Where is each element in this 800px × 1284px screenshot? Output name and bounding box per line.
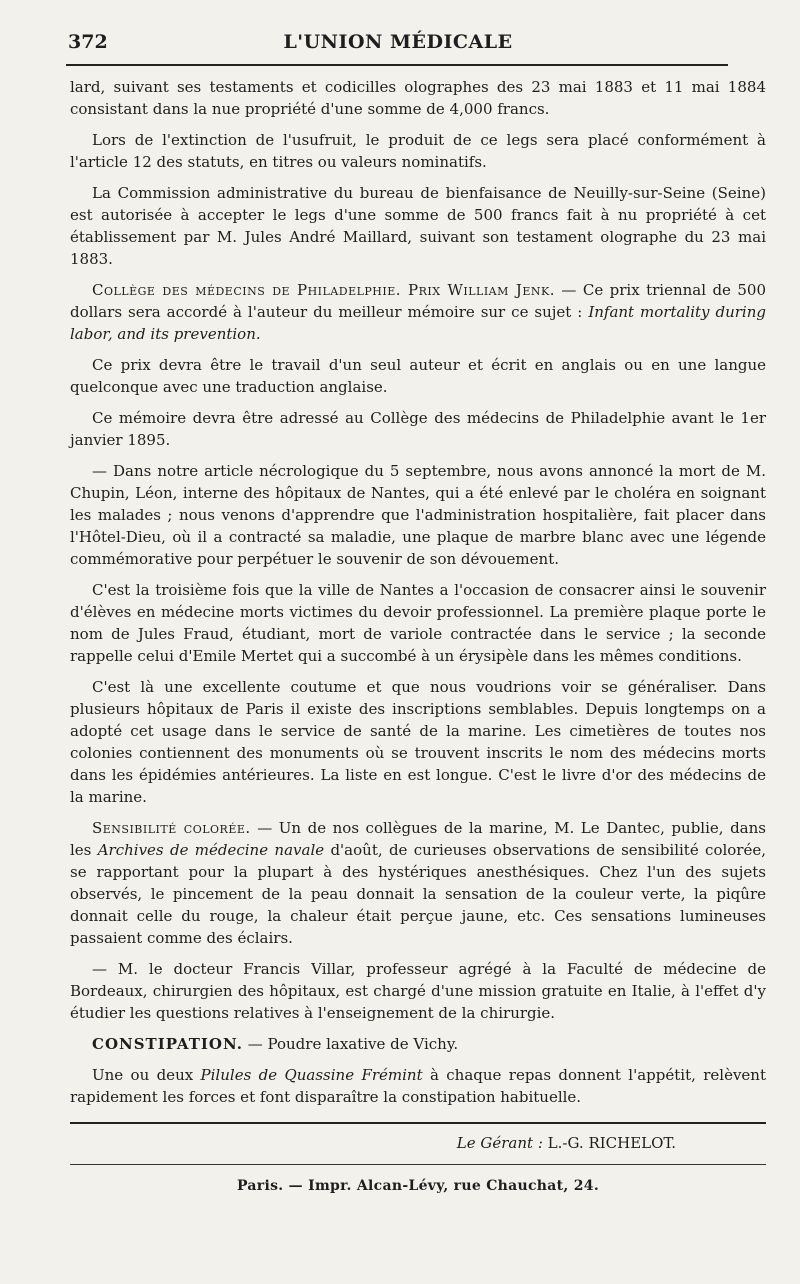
ad-headline: CONSTIPATION.: [92, 1035, 243, 1053]
header-rule: [66, 64, 728, 66]
printer-rule: [70, 1164, 766, 1165]
footer-rule: [70, 1122, 766, 1124]
journal-title: Archives de médecine navale: [97, 841, 325, 859]
paragraph-prize-deadline: Ce mémoire devra être adressé au Collège des médecins de Philadelphie avant le 1er janvier 1895.: [70, 409, 766, 449]
running-title: L'UNION MÉDICALE: [283, 31, 513, 53]
section-head-sensibility: Sensibilité colorée.: [92, 819, 251, 837]
page-number: 372: [68, 31, 108, 53]
gerant-name: L.-G. RICHELOT.: [542, 1134, 676, 1152]
advertisement-pills: [70, 1064, 766, 1108]
prize-text: — Ce prix triennal de 500 dollars sera accordé à l'auteur du meilleur mémoire sur ce sujet :: [70, 281, 767, 321]
section-head-philadelphia: Collège des médecins de Philadelphie. Prix William Jenk.: [92, 281, 555, 299]
paragraph-philadelphia-prize: [70, 279, 766, 345]
gerant-signature: [70, 1132, 766, 1154]
paragraph-neuilly-bequest: La Commission administrative du bureau de bienfaisance de Neuilly-sur-Seine (Seine) est autorisée à accepter le legs d'une somme de 500 francs fait à nu propriété à cet établissement par M. Jules André Maillard, suivant son testament olographe du 23 mai 1883.: [70, 184, 766, 268]
paragraph-villar-mission: — M. le docteur Francis Villar, professeur agrégé à la Faculté de médecine de Bordeaux, chirurgien des hôpitaux, est chargé d'une mission gratuite en Italie, à l'effet d'y étudier les questions relatives à l'enseignement de la chirurgie.: [70, 960, 766, 1022]
sensibility-text-b: d'août, de curieuses observations de sensibilité colorée, se rapportant pour la plupart à des hystériques anesthésiques. Chez l'un des sujets observés, le pincement de la peau donnait la sensation de la couleur verte, la piqûre donnait celle du rouge, la chaleur était perçue jaune, etc. Ces sensations lumineuses passaient comme des éclairs.: [70, 841, 767, 947]
paragraph-chupin-obituary: — Dans notre article nécrologique du 5 septembre, nous avons annoncé la mort de M. Chupin, Léon, interne des hôpitaux de Nantes, qui a été enlevé par le choléra en soignant les malades ; nous venons d'apprendre que l'administration hospitalière, fait placer dans l'Hôtel-Dieu, où il a contracté sa maladie, une plaque de marbre blanc avec une légende commémorative pour perpétuer le souvenir de son dévouement.: [70, 462, 766, 568]
article-body: [70, 76, 766, 1197]
advertisement-constipation: [70, 1033, 766, 1055]
paragraph-inscriptions-custom: C'est là une excellente coutume et que nous voudrions voir se généraliser. Dans plusieurs hôpitaux de Paris il existe des inscriptions semblables. Depuis longtemps on a adopté cet usage dans le service de santé de la marine. Les cimetières de toutes nos colonies contiennent des monuments où se trouvent inscrits le nom des médecins morts dans les épidémies antérieures. La liste en est longue. C'est le livre d'or des médecins de la marine.: [70, 678, 766, 806]
gerant-label: Le Gérant :: [456, 1134, 543, 1152]
ad-text-a: Une ou deux: [92, 1066, 201, 1084]
page-header: [68, 24, 728, 60]
ad-text-b: à chaque repas donnent l'appétit, relèvent rapidement les forces et font disparaître la constipation habituelle.: [70, 1066, 766, 1106]
paragraph-nantes-plaques: C'est la troisième fois que la ville de Nantes a l'occasion de consacrer ainsi le souvenir d'élèves en médecine morts victimes du devoir professionnel. La première plaque porte le nom de Jules Fraud, étudiant, mort de variole contractée dans le service ; la seconde rappelle celui d'Emile Mertet qui a succombé à un érysipèle dans les mêmes conditions.: [70, 581, 766, 665]
paragraph-colored-sensibility: [70, 817, 766, 949]
paragraph-prize-conditions: Ce prix devra être le travail d'un seul auteur et écrit en anglais ou en une langue quelconque avec une traduction anglaise.: [70, 356, 766, 396]
ad-product-name: Pilules de Quassine Frémint: [200, 1066, 423, 1084]
printer-imprint: Paris. — Impr. Alcan-Lévy, rue Chauchat, 24.: [236, 1178, 600, 1194]
ad-headline-tail: — Poudre laxative de Vichy.: [242, 1035, 459, 1053]
paragraph-legacy-continuation: lard, suivant ses testaments et codicilles olographes des 23 mai 1883 et 11 mai 1884 consistant dans la nue propriété d'une somme de 4,000 francs.: [70, 78, 766, 118]
paragraph-usufruct: Lors de l'extinction de l'usufruit, le produit de ce legs sera placé conformément à l'article 12 des statuts, en titres ou valeurs nominatifs.: [70, 131, 766, 171]
prize-subject: Infant mortality during labor, and its prevention.: [70, 303, 766, 343]
sensibility-text-a: — Un de nos collègues de la marine, M. Le Dantec, publie, dans les: [70, 819, 766, 859]
